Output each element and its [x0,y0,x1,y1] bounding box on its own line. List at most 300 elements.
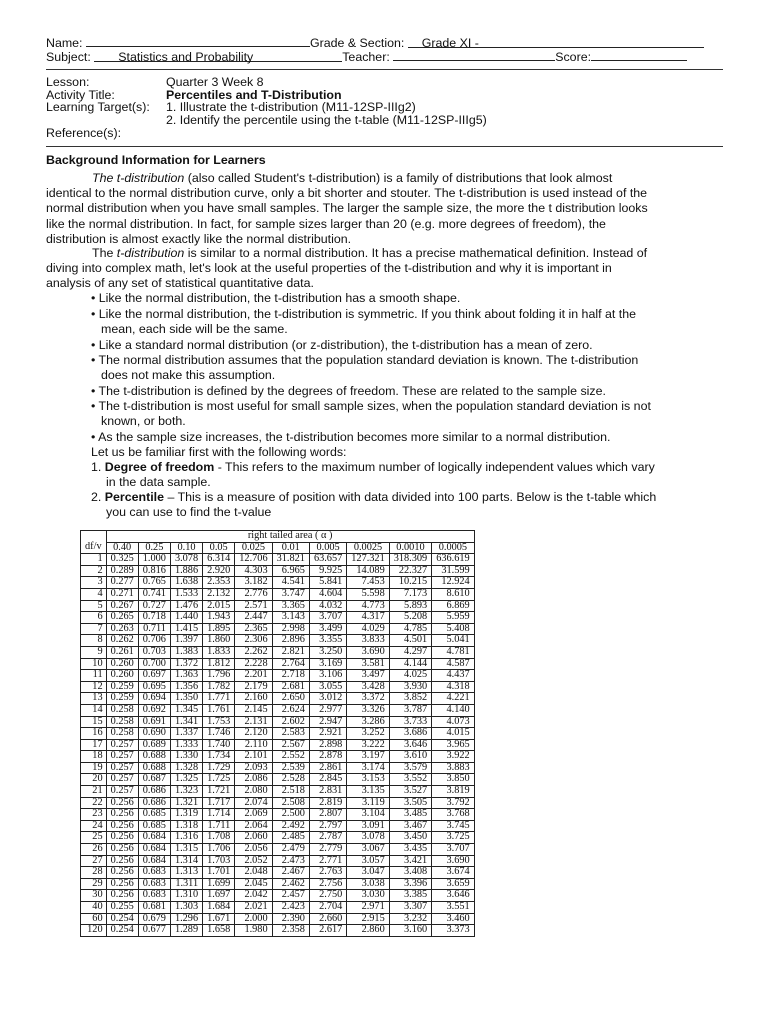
table-cell: 2.060 [235,832,272,844]
table-cell: 1.325 [170,774,202,786]
table-cell: 3.552 [389,774,431,786]
table-cell: 1.796 [203,670,235,682]
table-row [81,716,475,728]
table-cell: 2.681 [272,681,309,693]
table-cell: 2.132 [203,588,235,600]
table-cell: 2.845 [309,774,346,786]
table-cell: 2.896 [272,635,309,647]
df-cell: 24 [81,820,107,832]
table-cell: 3.725 [432,832,474,844]
table-cell: 3.883 [432,762,474,774]
grade-value: Grade XI - [421,36,479,50]
table-cell: 4.025 [389,670,431,682]
table-cell: 1.333 [170,739,202,751]
table-cell: 0.256 [106,878,138,890]
table-cell: 3.659 [432,878,474,890]
table-cell: 3.450 [389,832,431,844]
table-cell: 3.527 [389,786,431,798]
table-cell: 3.747 [272,588,309,600]
familiar-intro: Let us be familiar first with the following words: [91,445,347,459]
table-cell: 5.841 [309,577,346,589]
table-cell: 3.153 [347,774,389,786]
table-cell: 0.256 [106,820,138,832]
subject-blank [94,50,342,62]
table-cell: 0.289 [106,565,138,577]
table-cell: 2.110 [235,739,272,751]
table-cell: 3.792 [432,797,474,809]
table-cell: 2.080 [235,786,272,798]
table-cell: 0.684 [138,855,170,867]
p1-line2: identical to the normal distribution curve, only a bit shorter and stouter. The t-distribution is used instead of the [46,186,648,201]
table-cell: 0.257 [106,774,138,786]
subject-label: Subject: [46,50,91,64]
table-cell: 0.683 [138,890,170,902]
table-cell: 1.782 [203,681,235,693]
table-cell: 1.476 [170,600,202,612]
table-cell: 3.852 [389,693,431,705]
table-cell: 1.345 [170,704,202,716]
bullet-1-text: • Like the normal distribution, the t-distribution has a smooth shape. [91,291,461,305]
table-cell: 3.435 [389,844,431,856]
table-cell: 3.372 [347,693,389,705]
table-cell: 3.038 [347,878,389,890]
table-row [81,658,475,670]
table-cell: 4.032 [309,600,346,612]
table-cell: 3.307 [389,902,431,914]
table-cell: 3.135 [347,786,389,798]
def1-number: 1. [91,460,105,474]
table-cell: 2.457 [272,890,309,902]
table-cell: 2.262 [235,646,272,658]
p1-italic: The t-distribution [92,171,185,185]
table-cell: 1.363 [170,670,202,682]
table-cell: 1.319 [170,809,202,821]
alpha-header-7: 0.0025 [347,542,389,554]
bullet-3 [91,338,724,353]
table-cell: 0.685 [138,820,170,832]
table-header-row [81,542,475,554]
table-cell: 4.015 [432,728,474,740]
table-cell: 1.701 [203,867,235,879]
table-cell: 0.257 [106,786,138,798]
alpha-header-9: 0.0005 [432,542,474,554]
bullet-2-cont: mean, each side will be the same. [101,322,288,337]
table-cell: 0.684 [138,844,170,856]
t-distribution-table [80,530,475,937]
table-cell: 2.831 [309,786,346,798]
table-cell: 2.447 [235,612,272,624]
df-cell: 28 [81,867,107,879]
table-cell: 1.328 [170,762,202,774]
table-cell: 3.707 [432,844,474,856]
paragraph-1 [46,171,724,247]
table-row [81,925,475,937]
table-cell: 1.895 [203,623,235,635]
df-cell: 21 [81,786,107,798]
table-cell: 2.064 [235,820,272,832]
lesson-value: Quarter 3 Week 8 [166,75,264,89]
table-cell: 4.785 [389,623,431,635]
table-cell: 5.959 [432,612,474,624]
table-cell: 0.254 [106,925,138,937]
table-cell: 1.397 [170,635,202,647]
table-cell: 2.052 [235,855,272,867]
table-cell: 3.057 [347,855,389,867]
table-cell: 1.356 [170,681,202,693]
table-cell: 2.120 [235,728,272,740]
table-cell: 3.460 [432,913,474,925]
table-cell: 0.257 [106,751,138,763]
df-cell: 6 [81,612,107,624]
table-cell: 1.697 [203,890,235,902]
df-cell: 5 [81,600,107,612]
table-row [81,809,475,821]
table-cell: 0.256 [106,797,138,809]
table-cell: 3.965 [432,739,474,751]
activity-title: Percentiles and T-Distribution [166,88,342,102]
table-cell: 1.330 [170,751,202,763]
bullet-6-cont: known, or both. [101,414,186,429]
table-cell: 2.797 [309,820,346,832]
table-cell: 2.093 [235,762,272,774]
table-cell: 3.819 [432,786,474,798]
bullet-1 [91,291,724,306]
def1-text: - This refers to the maximum number of logically independent values which vary [214,460,655,474]
definition-2 [91,490,724,520]
table-cell: 1.980 [235,925,272,937]
df-cell: 23 [81,809,107,821]
table-cell: 0.256 [106,832,138,844]
table-cell: 4.297 [389,646,431,658]
table-cell: 1.753 [203,716,235,728]
df-cell: 9 [81,646,107,658]
table-cell: 0.706 [138,635,170,647]
table-cell: 5.893 [389,600,431,612]
table-cell: 3.143 [272,612,309,624]
table-cell: 1.761 [203,704,235,716]
table-cell: 4.318 [432,681,474,693]
table-corner-cell [81,531,107,543]
df-header: df/v [81,542,107,554]
table-cell: 3.067 [347,844,389,856]
table-cell: 1.314 [170,855,202,867]
table-row [81,762,475,774]
table-cell: 2.756 [309,878,346,890]
table-cell: 2.492 [272,820,309,832]
table-cell: 0.261 [106,646,138,658]
table-cell: 0.683 [138,878,170,890]
table-cell: 0.262 [106,635,138,647]
table-cell: 3.174 [347,762,389,774]
table-cell: 0.259 [106,693,138,705]
p1-line3: normal distribution when you have small samples. The larger the sample size, the more the t distribution looks [46,201,648,216]
table-cell: 1.684 [203,902,235,914]
table-cell: 3.497 [347,670,389,682]
table-cell: 1.860 [203,635,235,647]
def2-cont: you can use to find the t-value [106,505,272,520]
table-cell: 31.821 [272,554,309,566]
table-cell: 0.267 [106,600,138,612]
table-cell: 2.718 [272,670,309,682]
alpha-header-4: 0.025 [235,542,272,554]
bullet-4-cont: does not make this assumption. [101,368,276,383]
df-cell: 40 [81,902,107,914]
table-cell: 3.055 [309,681,346,693]
table-cell: 2.056 [235,844,272,856]
header-divider [46,69,723,70]
table-cell: 3.396 [389,878,431,890]
table-cell: 2.764 [272,658,309,670]
table-cell: 3.505 [389,797,431,809]
table-cell: 1.708 [203,832,235,844]
table-cell: 2.771 [309,855,346,867]
table-cell: 1.296 [170,913,202,925]
table-cell: 0.258 [106,704,138,716]
table-cell: 0.257 [106,762,138,774]
table-cell: 3.551 [432,902,474,914]
table-cell: 1.740 [203,739,235,751]
table-cell: 4.317 [347,612,389,624]
table-row [81,878,475,890]
table-cell: 0.688 [138,762,170,774]
table-cell: 2.624 [272,704,309,716]
table-cell: 0.686 [138,797,170,809]
table-cell: 0.688 [138,751,170,763]
table-cell: 0.271 [106,588,138,600]
df-cell: 11 [81,670,107,682]
table-cell: 3.690 [432,855,474,867]
table-cell: 31.599 [432,565,474,577]
table-cell: 3.768 [432,809,474,821]
table-cell: 3.078 [170,554,202,566]
table-cell: 3.250 [309,646,346,658]
table-cell: 0.260 [106,658,138,670]
table-cell: 1.372 [170,658,202,670]
table-cell: 1.699 [203,878,235,890]
table-cell: 1.323 [170,786,202,798]
header-row-name [46,35,704,50]
df-cell: 4 [81,588,107,600]
alpha-header-8: 0.0010 [389,542,431,554]
table-cell: 3.106 [309,670,346,682]
table-cell: 2.021 [235,902,272,914]
bullet-4 [91,353,724,383]
table-cell: 2.145 [235,704,272,716]
df-cell: 2 [81,565,107,577]
table-cell: 2.947 [309,716,346,728]
table-caption-row [81,531,475,543]
table-cell: 0.255 [106,902,138,914]
table-cell: 2.508 [272,797,309,809]
table-cell: 1.943 [203,612,235,624]
table-row [81,797,475,809]
table-cell: 0.277 [106,577,138,589]
table-cell: 5.041 [432,635,474,647]
alpha-header-5: 0.01 [272,542,309,554]
table-cell: 0.256 [106,855,138,867]
table-cell: 1.706 [203,844,235,856]
bullet-7 [91,430,724,445]
table-row [81,670,475,682]
df-cell: 3 [81,577,107,589]
table-cell: 0.727 [138,600,170,612]
table-cell: 3.922 [432,751,474,763]
bullet-6-text: • The t-distribution is most useful for small sample sizes, when the population standard deviation is not [91,399,651,413]
lesson-label: Lesson: [46,75,90,89]
df-cell: 120 [81,925,107,937]
table-cell: 1.311 [170,878,202,890]
alpha-header-2: 0.10 [170,542,202,554]
table-cell: 3.930 [389,681,431,693]
df-cell: 14 [81,704,107,716]
alpha-header-0: 0.40 [106,542,138,554]
table-cell: 3.078 [347,832,389,844]
table-row [81,728,475,740]
table-cell: 2.101 [235,751,272,763]
table-cell: 0.684 [138,832,170,844]
header-row-subject [46,49,687,64]
table-cell: 1.350 [170,693,202,705]
table-cell: 3.182 [235,577,272,589]
table-cell: 1.771 [203,693,235,705]
table-cell: 1.303 [170,902,202,914]
table-cell: 3.047 [347,867,389,879]
table-cell: 0.256 [106,809,138,821]
table-cell: 1.671 [203,913,235,925]
table-cell: 2.787 [309,832,346,844]
table-cell: 4.140 [432,704,474,716]
table-cell: 0.694 [138,693,170,705]
table-cell: 1.703 [203,855,235,867]
teacher-blank [393,49,555,61]
table-cell: 22.327 [389,565,431,577]
table-row [81,832,475,844]
table-cell: 9.925 [309,565,346,577]
table-cell: 3.646 [432,890,474,902]
bullet-2-text: • Like the normal distribution, the t-distribution is symmetric. If you think about folding it in half at the [91,307,636,321]
table-cell: 2.617 [309,925,346,937]
df-cell: 8 [81,635,107,647]
p2-italic: t-distribution [116,246,185,260]
bullet-5-text: • The t-distribution is defined by the degrees of freedom. These are related to the sample size. [91,384,606,398]
subject-value: Statistics and Probability [118,50,254,64]
table-cell: 3.850 [432,774,474,786]
table-cell: 0.689 [138,739,170,751]
table-cell: 127.321 [347,554,389,566]
table-cell: 3.252 [347,728,389,740]
table-cell: 3.385 [389,890,431,902]
table-cell: 3.579 [389,762,431,774]
table-cell: 2.763 [309,867,346,879]
table-cell: 2.528 [272,774,309,786]
table-cell: 0.256 [106,867,138,879]
table-cell: 0.256 [106,844,138,856]
table-cell: 2.479 [272,844,309,856]
score-label: Score: [555,50,592,64]
table-cell: 3.286 [347,716,389,728]
alpha-header-1: 0.25 [138,542,170,554]
paragraph-2 [46,246,724,292]
table-cell: 5.408 [432,623,474,635]
table-row [81,646,475,658]
reference-label: Reference(s): [46,126,122,140]
table-cell: 4.501 [389,635,431,647]
table-cell: 1.714 [203,809,235,821]
table-cell: 3.408 [389,867,431,879]
target-2-row [46,113,487,127]
table-row [81,786,475,798]
bullet-7-text: • As the sample size increases, the t-distribution becomes more similar to a normal distribution. [91,430,611,444]
table-row [81,913,475,925]
bullet-6 [91,399,724,429]
table-cell: 2.861 [309,762,346,774]
table-row [81,693,475,705]
table-cell: 2.160 [235,693,272,705]
table-cell: 1.725 [203,774,235,786]
table-cell: 2.920 [203,565,235,577]
table-cell: 1.729 [203,762,235,774]
table-cell: 3.646 [389,739,431,751]
table-cell: 2.485 [272,832,309,844]
table-cell: 4.437 [432,670,474,682]
table-cell: 3.499 [309,623,346,635]
table-cell: 1.321 [170,797,202,809]
df-cell: 17 [81,739,107,751]
table-cell: 0.690 [138,728,170,740]
background-heading: Background Information for Learners [46,153,266,167]
target-1: 1. Illustrate the t-distribution (M11-12SP-IIIg2) [166,100,416,114]
score-blank [591,49,687,61]
table-cell: 3.119 [347,797,389,809]
alpha-header-3: 0.05 [203,542,235,554]
bullet-2 [91,307,724,337]
table-cell: 3.365 [272,600,309,612]
table-cell: 2.821 [272,646,309,658]
table-cell: 2.353 [203,577,235,589]
df-cell: 13 [81,693,107,705]
table-cell: 0.718 [138,612,170,624]
table-cell: 2.462 [272,878,309,890]
activity-label: Activity Title: [46,88,115,102]
table-cell: 2.467 [272,867,309,879]
table-cell: 2.390 [272,913,309,925]
table-cell: 0.258 [106,728,138,740]
table-cell: 2.571 [235,600,272,612]
table-cell: 0.679 [138,913,170,925]
table-cell: 4.541 [272,577,309,589]
df-cell: 22 [81,797,107,809]
table-cell: 0.765 [138,577,170,589]
table-cell: 2.074 [235,797,272,809]
table-cell: 3.610 [389,751,431,763]
df-cell: 16 [81,728,107,740]
table-cell: 2.228 [235,658,272,670]
table-cell: 10.215 [389,577,431,589]
table-cell: 2.365 [235,623,272,635]
table-cell: 1.415 [170,623,202,635]
table-cell: 7.173 [389,588,431,600]
table-cell: 2.583 [272,728,309,740]
table-row [81,577,475,589]
table-cell: 1.000 [138,554,170,566]
table-cell: 4.144 [389,658,431,670]
table-cell: 2.860 [347,925,389,937]
table-cell: 3.581 [347,658,389,670]
table-cell: 636.619 [432,554,474,566]
table-row [81,890,475,902]
df-cell: 60 [81,913,107,925]
table-cell: 2.518 [272,786,309,798]
